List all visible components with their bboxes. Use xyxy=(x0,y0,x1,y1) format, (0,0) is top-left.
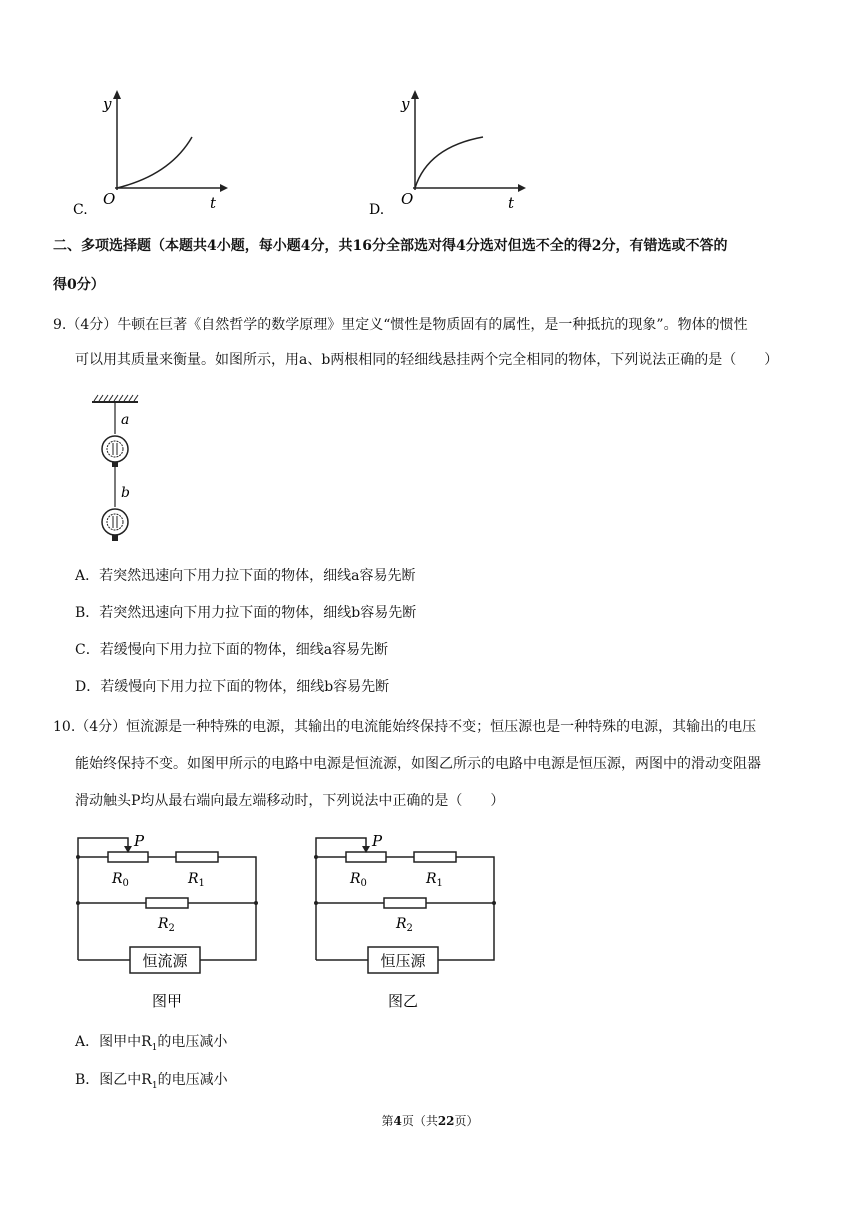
x-axis-arrow xyxy=(518,184,526,192)
r2-label: $R_2$ xyxy=(396,916,413,934)
r0-label: $R_0$ xyxy=(350,871,367,889)
slider-p-label: P xyxy=(372,832,383,850)
x-axis-label: t xyxy=(210,194,217,212)
q9-option-a: A．若突然迅速向下用力拉下面的物体，细线a容易先断 xyxy=(75,568,416,584)
q9-option-c: C．若缓慢向下用力拉下面的物体，细线a容易先断 xyxy=(75,642,389,658)
q10-stem-line3: 滑动触头P均从最右端向最左端移动时，下列说法中正确的是（ ） xyxy=(75,793,505,809)
constant-current-source-label: 恒流源 xyxy=(142,952,188,970)
figure-caption-jia: 图甲 xyxy=(151,992,183,1010)
page-footer: 第4页（共22页） xyxy=(381,1114,479,1128)
option-letter: C. xyxy=(73,202,88,218)
q9-option-d: D．若缓慢向下用力拉下面的物体，细线b容易先断 xyxy=(75,679,390,695)
circuit-jia-svg xyxy=(70,828,270,1013)
thread-b-label: b xyxy=(121,485,130,501)
q9-option-b: B．若突然迅速向下用力拉下面的物体，细线b容易先断 xyxy=(75,605,417,621)
graph-c-svg xyxy=(70,85,230,220)
q9-stem-line2: 可以用其质量来衡量。如图所示，用a、b两根相同的轻细线悬挂两个完全相同的物体，下列说法正确的是（ ） xyxy=(75,352,779,368)
q9-figure-svg xyxy=(88,392,148,550)
section-heading-line2: 得0分） xyxy=(53,277,105,293)
option-d-graph xyxy=(368,85,528,220)
q10-stem-line1: 10.（4分）恒流源是一种特殊的电源，其输出的电流能始终保持不变；恒压源也是一种特殊的电源，其输出的电压 xyxy=(53,719,757,735)
r2-label: $R_2$ xyxy=(158,916,175,934)
x-axis-label: t xyxy=(508,194,515,212)
slider-p-label: P xyxy=(134,832,145,850)
thread-a-label: a xyxy=(121,412,130,428)
curve-concave-up xyxy=(117,137,192,188)
constant-voltage-source-label: 恒压源 xyxy=(380,952,426,970)
lower-mass xyxy=(102,509,128,535)
upper-mass xyxy=(102,436,128,462)
q10-option-a: A．图甲中$R_1$的电压减小 xyxy=(75,1034,228,1053)
y-axis-label: y xyxy=(103,95,112,113)
r1-label: $R_1$ xyxy=(426,871,443,889)
q9-hanging-masses-figure xyxy=(88,392,148,550)
graph-d-svg xyxy=(368,85,528,220)
option-c-graph xyxy=(70,85,230,220)
origin-label: O xyxy=(103,190,116,208)
y-axis-arrow xyxy=(411,90,419,99)
circuit-yi xyxy=(308,828,508,1013)
section-heading-line1: 二、多项选择题（本题共4小题，每小题4分，共16分全部选对得4分选对但选不全的得2分，有错选或不答的 xyxy=(53,238,728,254)
x-axis-arrow xyxy=(220,184,228,192)
figure-caption-yi: 图乙 xyxy=(387,992,419,1010)
q9-stem-line1: 9.（4分）牛顿在巨著《自然哲学的数学原理》里定义“惯性是物质固有的属性，是一种抵抗的现象”。物体的惯性 xyxy=(53,317,748,333)
r1-label: $R_1$ xyxy=(188,871,205,889)
option-letter: D. xyxy=(369,202,385,218)
curve-concave-down xyxy=(415,137,483,188)
y-axis-arrow xyxy=(113,90,121,99)
circuit-yi-svg xyxy=(308,828,508,1013)
y-axis-label: y xyxy=(401,95,410,113)
circuit-jia xyxy=(70,828,270,1013)
origin-label: O xyxy=(401,190,414,208)
q10-stem-line2: 能始终保持不变。如图甲所示的电路中电源是恒流源，如图乙所示的电路中电源是恒压源，两图中的滑动变阻器 xyxy=(75,756,761,772)
q10-option-b: B．图乙中$R_1$的电压减小 xyxy=(75,1072,228,1091)
r0-label: $R_0$ xyxy=(112,871,129,889)
